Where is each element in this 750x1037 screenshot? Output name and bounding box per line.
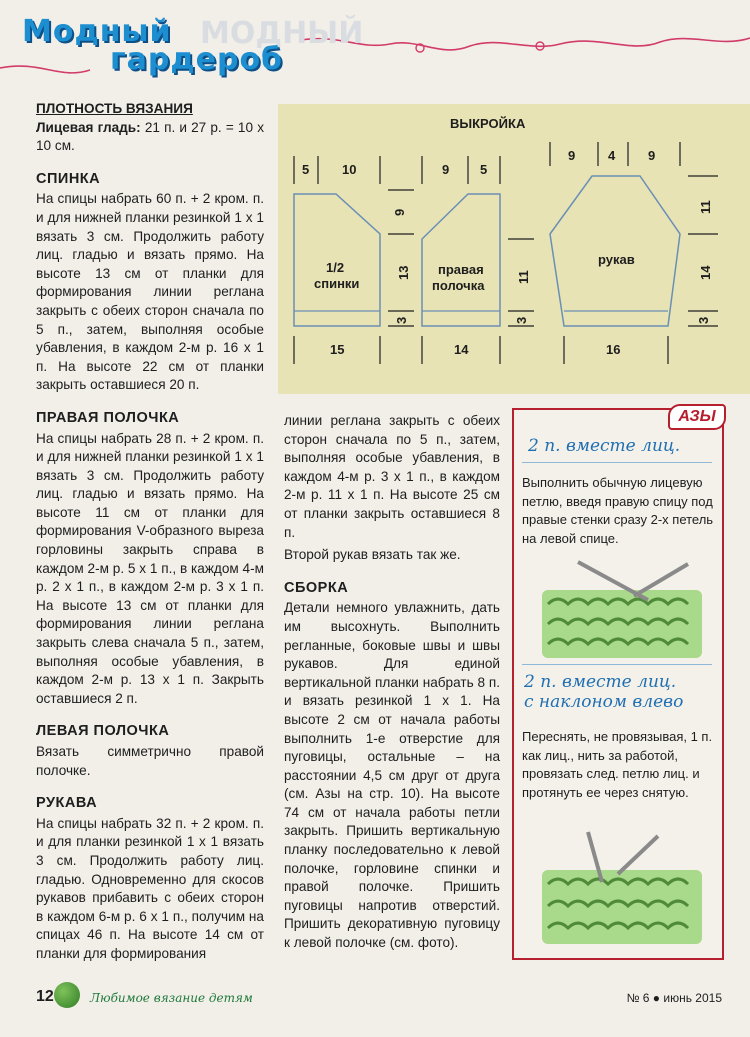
dim-sleeve-top-mid: 4: [608, 148, 616, 163]
basics-title-2a: 2 п. вместе лиц.: [524, 672, 677, 692]
middle-column: [284, 412, 500, 953]
back-text: На спицы набрать 60 п. + 2 кром. п. и для нижней планки резинкой 1 х 1 вязать 3 см. Продолжить работу лиц. гладью и вязать прямо. На высоте 13 см от планки для формирования линии реглана закрыть с обеих сторон сначала по 5 п., затем, выполняя особые убавления, в каждом 2-м р. 16 х 1 п. На высоте 22 см от планки закрыть оставшиеся 20 п.: [36, 191, 264, 393]
basics-text-1: Выполнить обычную лицевую петлю, введя правую спицу под правые стенки сразу 2-х петель на левой спице.: [522, 475, 714, 546]
dim-sleeve-side-11: 11: [698, 200, 713, 214]
front-label-2: полочка: [432, 278, 485, 293]
left-column: [36, 100, 264, 964]
density-value: 21 п. и 27 р. = 10 х 10 см.: [36, 119, 264, 154]
dim-front-bottom: 14: [454, 342, 469, 357]
dim-sleeve-side-3: 3: [696, 316, 711, 324]
right-front-text: На спицы набрать 28 п. + 2 кром. п. и для нижней планки резинкой 1 х 1 вязать 3 см. Продолжить работу лиц. гладью и вязать прямо. На высоте 11 см от планки для формирования V-образного выреза горловины закрыть справа в каждом 2-м р. 5 х 1 п., в каждом 4-м р. 2 х 1 п., в каждом 2-м р. 3 х 1 п. На высоте 13 см от планки для формирования линии реглана закрыть слева сначала 5 п., затем, выполняя особые убавления, в каждом 2-м р. 13 х 1 п. Закрыть оставшиеся 2 п.: [36, 430, 264, 706]
front-label-1: правая: [438, 262, 484, 277]
density-text: [36, 119, 264, 156]
basics-title-2b: с наклоном влево: [524, 692, 684, 712]
logo-title-line1: Модный: [22, 14, 172, 49]
dim-back-bottom: 15: [330, 342, 345, 357]
basics-separator-1: [522, 462, 712, 463]
basics-box: [512, 408, 724, 960]
assembly-text: Детали немного увлажнить, дать им высохнуть. Выполнить регланные, боковые швы и швы рукавов. Для единой вертикальной планки набрать 8 п. и вязать резинкой 1 х 1. На высоте 2 см от начала работы выполнить 1-е отверстие для пуговицы, остальные – на расстоянии 4,5 см друг от друга (см. Азы на стр. 10). На высоте 74 см от начала работы петли закрыть. Пришить вертикальную планку последовательно к левой полочке, горловине спинки и правой полочке. Пришить пуговицы напротив отверстий. Пришить декоративную пуговицу к левой полочке (см. фото).: [284, 600, 500, 951]
left-front-heading: ЛЕВАЯ ПОЛОЧКА: [36, 723, 170, 740]
basics-title-1: 2 п. вместе лиц.: [528, 436, 681, 456]
dim-sleeve-side-14: 14: [698, 265, 713, 280]
sleeves-continuation-text: линии реглана закрыть с обеих сторон сначала по 5 п., затем, выполняя особые убавления, в каждом 4-м р. 3 х 1 п., в каждом 2-м р. 11 х 1 п. На высоте 25 см от планки закрыть оставшиеся 8 п.: [284, 413, 500, 540]
page-number: 12: [36, 988, 54, 1005]
density-label: Лицевая гладь:: [36, 119, 141, 135]
dim-front-side-3: 3: [514, 316, 529, 324]
dim-back-side-9: 9: [392, 208, 407, 216]
pattern-title: ВЫКРОЙКА: [450, 116, 526, 131]
pattern-diagram: [278, 104, 750, 394]
dim-back-side-3: 3: [394, 316, 409, 324]
back-label-2: спинки: [314, 276, 360, 291]
basics-separator-2: [522, 664, 712, 665]
sleeve-label: рукав: [598, 252, 635, 267]
basics-text-2: Переснять, не провязывая, 1 п. как лиц., нить за работой, провязать след. петлю лиц. и протянуть ее через снятую.: [522, 729, 713, 800]
basics-badge: АЗЫ: [668, 404, 726, 430]
magazine-brand: Любимое вязание детям: [90, 991, 253, 1005]
density-heading: ПЛОТНОСТЬ ВЯЗАНИЯ: [36, 101, 193, 116]
sleeve-piece: [550, 176, 680, 326]
yarn-ball-icon: [54, 982, 80, 1008]
dim-back-top-right: 10: [342, 162, 357, 177]
sleeves-text: На спицы набрать 32 п. + 2 кром. п. и для планки резинкой 1 х 1 вязать 3 см. Продолжить работу лиц. гладью. Одновременно для скосов рукавов прибавить с обеих сторон в каждом 6-м р. 6 х 1 п., получим на спицах 46 п. На высоте 14 см от планки для формирования: [36, 815, 264, 961]
pattern-svg: [278, 104, 750, 394]
right-front-heading: ПРАВАЯ ПОЛОЧКА: [36, 409, 180, 426]
knitting-illustration-2: [538, 830, 708, 950]
logo-title-line2: гардероб: [110, 42, 283, 77]
logo-ghost-text: МОДНЫЙ: [200, 16, 364, 51]
sleeves-heading: РУКАВА: [36, 795, 98, 812]
dim-sleeve-top-left: 9: [568, 148, 576, 163]
dim-front-top-right: 5: [480, 162, 488, 177]
dim-sleeve-top-right: 9: [648, 148, 656, 163]
dim-front-side-11: 11: [516, 270, 531, 284]
issue-info: № 6 ● июнь 2015: [626, 991, 722, 1005]
page-footer: [0, 978, 750, 1018]
back-heading: СПИНКА: [36, 170, 101, 187]
dim-back-side-13: 13: [396, 265, 411, 280]
left-front-text: Вязать симметрично правой полочке.: [36, 744, 264, 778]
back-label-1: 1/2: [326, 260, 345, 275]
dim-sleeve-bottom: 16: [606, 342, 621, 357]
knitting-illustration-1: [538, 560, 708, 660]
second-sleeve-text: Второй рукав вязать так же.: [284, 547, 461, 563]
page-header: [0, 0, 750, 95]
dim-front-top-left: 9: [442, 162, 450, 177]
assembly-heading: СБОРКА: [284, 579, 349, 596]
dim-back-top-left: 5: [302, 162, 310, 177]
front-piece: [422, 194, 500, 326]
dimension-lines: [294, 142, 718, 364]
